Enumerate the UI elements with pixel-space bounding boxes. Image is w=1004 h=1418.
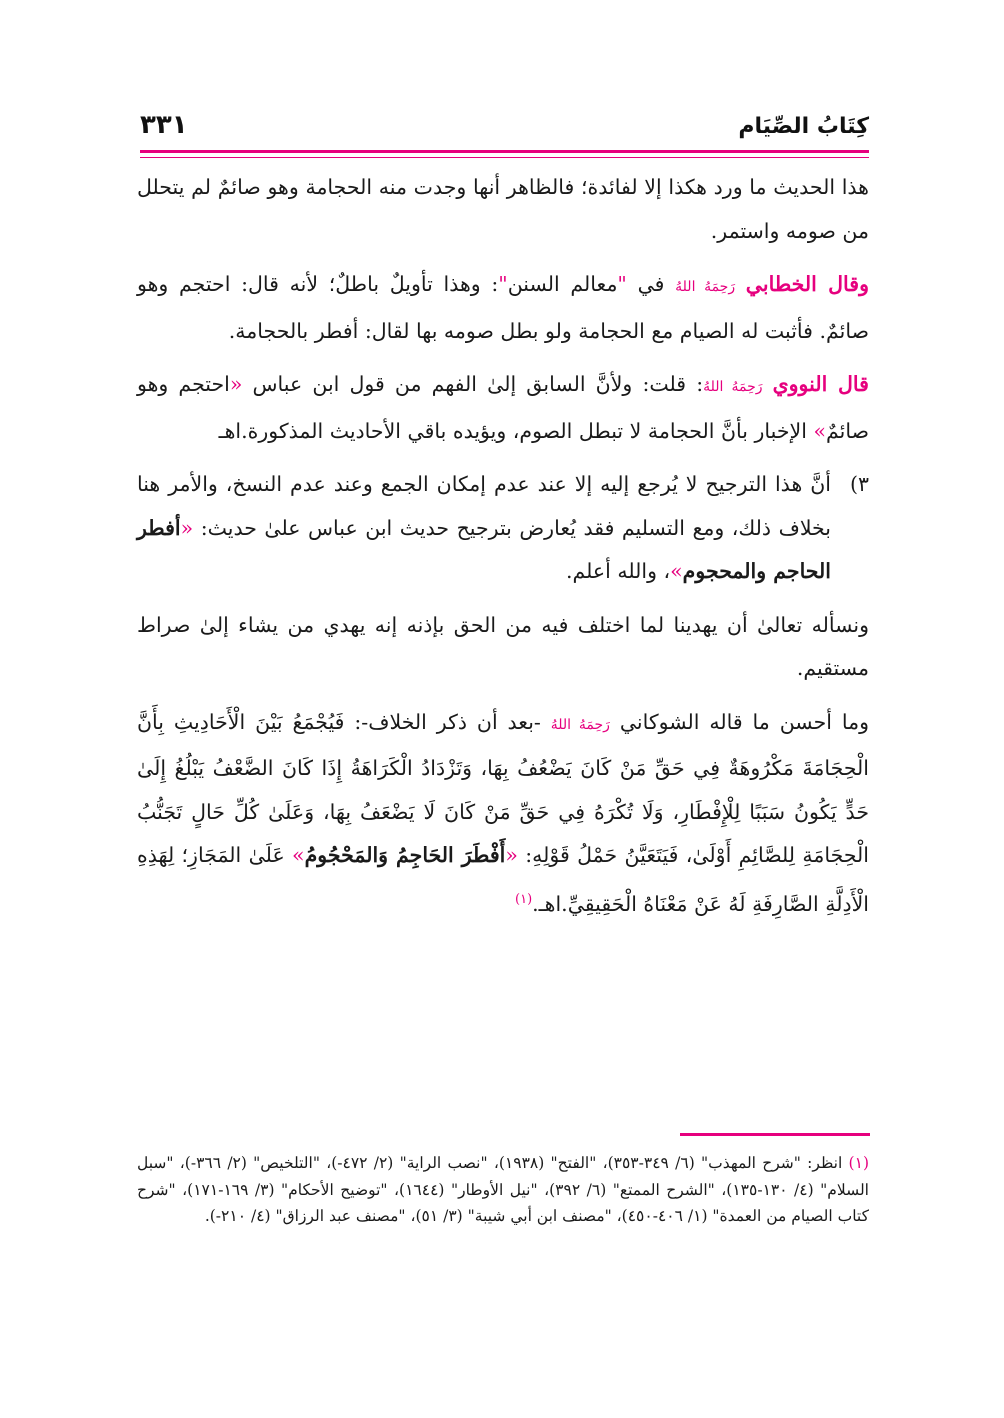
scholar-name: قال النووي <box>772 372 869 396</box>
hadith-quote: احتجم وهو صائمٌ <box>137 372 869 443</box>
hadith-quote: أَفْطَرَ الحَاجِمُ وَالمَحْجُومُ <box>304 843 506 867</box>
paragraph-shawkani: وما أحسن ما قاله الشوكاني رَحِمَهُ اللهُ -بعد أن ذكر الخلاف-: فَيُجْمَعُ بَيْنَ الْأَحَادِيثِ بِأَنَّ الْحِجَامَةَ مَكْرُوهَةٌ فِي حَقِّ مَنْ كَانَ يَضْعُفُ بِهَا، وَتَزْدَادُ الْكَرَاهَةُ إِذَا كَانَ الضَّعْفُ يَبْلُغُ إِلَىٰ حَدٍّ يَكُونُ سَبَبًا لِلْإِفْطَارِ، وَلَا تُكْرَهُ فِي حَقِّ مَنْ كَانَ لَا يَضْعَفُ بِهَا، وَعَلَىٰ كُلِّ حَالٍ تَجَنُّبُ الْحِجَامَةِ لِلصَّائِمِ أَوْلَىٰ، فَيَتَعَيَّنُ حَمْلُ قَوْلِهِ: «أَفْطَرَ الحَاجِمُ وَالمَحْجُومُ» عَلَىٰ المَجَازِ؛ لِهَذِهِ الْأَدِلَّةِ الصَّارِفَةِ لَهُ عَنْ مَعْنَاهُ الْحَقِيقِيِّ.اهـ.$^{(١)}$ <box>137 709 869 916</box>
item-number: ٣) <box>849 472 869 496</box>
paragraph: ونسأله تعالىٰ أن يهدينا لما اختلف فيه من الحق بإذنه إنه يهدي من يشاء إلىٰ صراط مستقيم. <box>137 612 869 680</box>
honorific: رَحِمَهُ اللهُ <box>675 279 736 295</box>
scholar-name: وقال الخطابي <box>745 272 869 296</box>
footnote-text: انظر: "شرح المهذب" (٦/ ٣٤٩-٣٥٣)، "الفتح" (١٩٣٨)، "نصب الراية" (٢/ ٤٧٢-)، "التلخيص" (٢/ ٣٦٦-)، "سبل السلام" (٤/ ١٣٠-١٣٥)، "الشرح الممتع" (٦/ ٣٩٢)، "نيل الأوطار" (١٦٤٤)، "توضيح الأحكام" (٣/ ١٦٩-١٧١)، "شرح كتاب الصيام من العمدة" (١/ ٤٠٦-٤٥٠)، "مصنف ابن أبي شيبة" (٣/ ٥١)، "مصنف عبد الرزاق" (٤/ ٢١٠-). <box>137 1154 869 1225</box>
paragraph-nawawi: قال النووي رَحِمَهُ اللهُ: قلت: ولأنَّ السابق إلىٰ الفهم من قول ابن عباس «احتجم وهو صائمٌ» الإخبار بأنَّ الحجامة لا تبطل الصوم، ويؤيده باقي الأحاديث المذكورة.اهـ <box>137 372 869 443</box>
numbered-item: ٣) أنَّ هذا الترجيح لا يُرجع إليه إلا عند عدم إمكان الجمع وعند عدم النسخ، والأمر هنا بخلاف ذلك، ومع التسليم فقد يُعارض بترجيح حديث ابن عباس علىٰ حديث: «أفطر الحاجم والمحجوم»، والله أعلم. <box>137 463 869 594</box>
header-rule-thin <box>140 157 869 158</box>
honorific: رَحِمَهُ اللهُ <box>703 379 763 395</box>
book-reference: معالم السنن <box>507 272 618 296</box>
page-number: ٣٣١ <box>140 110 188 140</box>
main-text <box>137 166 869 926</box>
header-rule <box>140 150 869 153</box>
page-header <box>140 110 869 150</box>
footnote-marker: (١) <box>515 891 533 907</box>
footnote-number: (١) <box>848 1154 869 1172</box>
paragraph-khattabi: وقال الخطابي رَحِمَهُ اللهُ في "معالم السنن": وهذا تأويلٌ باطلٌ؛ لأنه قال: احتجم وهو صائمٌ. فأثبت له الصيام مع الحجامة ولو بطل صومه بها لقال: أفطر بالحجامة. <box>137 272 869 343</box>
book-title: كِتَابُ الصِّيَام <box>738 114 869 139</box>
hadith-quote: أفطر الحاجم والمحجوم <box>137 515 831 583</box>
honorific: رَحِمَهُ اللهُ <box>550 716 610 733</box>
footnote <box>137 1150 869 1230</box>
footnote-rule <box>680 1133 870 1136</box>
paragraph: هذا الحديث ما ورد هكذا إلا لفائدة؛ فالظاهر أنها وجدت منه الحجامة وهو صائمٌ لم يتحلل من صومه واستمر. <box>137 175 869 243</box>
